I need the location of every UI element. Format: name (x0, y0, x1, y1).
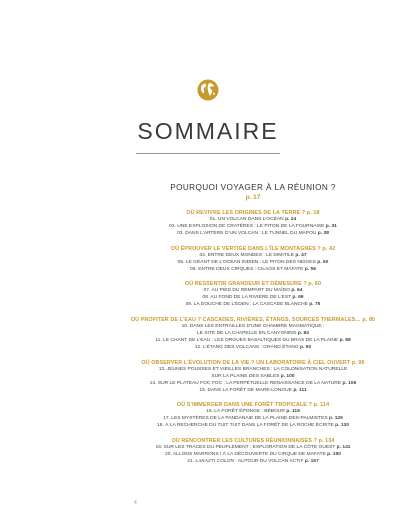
entry-page: p. 125 (329, 416, 343, 422)
entry-text: 13. JEUNES POUSSES ET VIEILLES BRANCHES : LA COLONISATION NATURELLE (158, 366, 348, 372)
entry-page: p. 141 (336, 445, 351, 451)
entry-page: p. 100 (280, 373, 295, 379)
main-heading-page: p. 17 (245, 194, 261, 201)
entry-text: 15. DANS LA FORÊT DE MARE-LONGUE (199, 387, 294, 393)
toc-entry (110, 423, 396, 430)
page-title: SOMMAIRE (137, 118, 279, 144)
entry-text: 19. SUR LES TRACES DU PEUPLEMENT : EXPLORATION DE LA CÔTE OUEST (155, 445, 337, 451)
toc-entry (110, 445, 396, 452)
section-title: OÙ RENCONTRER LES CULTURES RÉUNIONNAISES ? p. 134 (171, 438, 335, 445)
toc-entry (110, 338, 396, 345)
entry-text: 14. SUR LE PLATEAU FOC FOC : LA PERPÉTUELLE RENAISSANCE DE LA NATURE (149, 380, 343, 386)
page-number: 4 (134, 500, 137, 506)
entry-italic-text: LAKAZTI COLON (195, 458, 235, 464)
toc-entry (110, 231, 396, 238)
entry-text-after: : AUTOUR DU VOLCAN ACTIF (234, 458, 305, 464)
entry-page: p. 84 (297, 331, 309, 337)
toc-section (110, 246, 396, 274)
entry-text: 20. ALLONS MARRONS ! À LA DÉCOUVERTE DU CIRQUE DE MAFATE (165, 452, 328, 458)
section-title: OÙ REVIVRE LES ORIGINES DE LA TERRE ? p. 18 (186, 210, 320, 216)
entry-text: 16. LA FORÊT ÉPONGE : BÉBOUR (206, 409, 287, 415)
entry-text: 18. À LA RECHERCHE DU TUIT TUIT DANS LA FORÊT DE LA ROCHE ÉCRITE (157, 423, 336, 429)
entry-page: p. 69 (292, 295, 304, 301)
toc-entry (110, 267, 396, 274)
table-of-contents (110, 183, 396, 466)
entry-page: p. 31 (325, 223, 337, 229)
section-title: OÙ OBSERVER L’ÉVOLUTION DE LA VIE ? UN LABORATOIRE À CIEL OUVERT p. 96 (141, 359, 365, 366)
entry-page: p. 50 (317, 259, 329, 265)
entry-page: p. 150 (327, 452, 341, 458)
section-title: OÙ S’IMMERGER DANS UNE FORÊT TROPICALE ? p. 114 (176, 402, 330, 409)
toc-entry (110, 452, 396, 459)
entry-page: p. 24 (285, 217, 297, 222)
entry-page: p. 88 (339, 337, 351, 343)
entry-text: 01. UN VOLCAN DANS L’OCÉAN (209, 217, 286, 222)
entry-text: 05. LE GÉANT DE L’OCÉAN INDIEN : LE PITON DES NEIGES (177, 259, 318, 265)
entry-text: 03. DANS L’ARTÈRE D’UN VOLCAN : LE TUNNEL DU MAPOU (177, 230, 318, 236)
entry-text: 17. LES MYSTÈRES DE LA PANDANAIE DE LA PLAINE-DES-PALMISTES (163, 416, 329, 422)
entry-page: p. 38 (317, 230, 329, 236)
toc-entry (110, 260, 396, 267)
entry-page: p. 106 (342, 380, 357, 386)
toc-entry (110, 345, 396, 352)
entry-text: 21. (187, 458, 196, 464)
toc-section (110, 281, 396, 309)
toc-section (110, 317, 396, 352)
entry-text: 04. ENTRE DEUX MONDES : LE DIMITILE (199, 252, 296, 258)
toc-entry (110, 381, 396, 388)
toc-sections (110, 210, 396, 466)
toc-entry (110, 224, 396, 231)
entry-text: 06. ENTRE DEUX CIRQUES : CILAOS ET MAFATE (190, 266, 305, 272)
entry-text: 07. AU PIED DU REMPART DU MAÏDO (203, 288, 292, 294)
toc-entry (110, 302, 396, 309)
toc-section (110, 402, 396, 430)
toc-section (110, 210, 396, 238)
toc-entry (110, 459, 396, 466)
entry-page: p. 64 (291, 288, 303, 294)
toc-entry (110, 331, 396, 338)
toc-entry (110, 367, 396, 374)
entry-page: p. 157 (304, 458, 319, 464)
entry-page: p. 111 (293, 387, 307, 393)
section-title: OÙ RESSENTIR GRANDEUR ET DÉMESURE ? p. 60 (184, 281, 322, 288)
entry-text: SUR LA PLAINE DES SABLES (211, 373, 281, 379)
section-title: OÙ ÉPROUVER LE VERTIGE DANS L’ÎLE MONTAGNES ? p. 42 (170, 245, 336, 252)
entry-text: 10. DANS LES ENTRAILLES D’UNE CHAMBRE MAGMATIQUE : (181, 324, 325, 330)
toc-entry (110, 374, 396, 381)
section-title: OÙ PROFITER DE L’EAU ? CASCADES, RIVIÈRES, ÉTANGS, SOURCES THERMALES… p. 80 (130, 317, 376, 324)
toc-entry (110, 217, 396, 224)
entry-page: p. 56 (304, 266, 316, 272)
toc-section (110, 438, 396, 466)
toc-section (110, 360, 396, 395)
entry-text: 02. UNE EXPLOSION DE CRATÈRES : LE PITON DE LA FOURNAISE (169, 223, 326, 229)
toc-entry (110, 253, 396, 260)
title-divider (136, 153, 280, 154)
toc-entry (110, 388, 396, 395)
globe-logo-icon (197, 79, 219, 101)
entry-text: 08. AU FOND DE LA RIVIÈRE DE L’EST (202, 295, 293, 301)
entry-text: 09. LA DOUCHE DE L’ÉDEN : LA CASCADE BLANCHE (185, 302, 310, 308)
entry-page: p. 47 (295, 252, 307, 258)
entry-text: 12. L’ÉTANG DES VOLCANS : GRAND ÉTANG (194, 344, 301, 350)
entry-page: p. 130 (335, 423, 349, 429)
entry-page: p. 119 (286, 409, 300, 415)
entry-text: LE SITE DE LA CHAPELLE EN CANYONING (197, 331, 298, 337)
main-heading: POURQUOI VOYAGER À LA RÉUNION ? (170, 183, 336, 192)
entry-page: p. 75 (309, 302, 321, 308)
entry-text: 11. LE CHANT DE L’EAU : LES ORGUES BASALTIQUES DU BRAS DE LA PLAINE (155, 337, 340, 343)
entry-page: p. 92 (300, 344, 312, 350)
